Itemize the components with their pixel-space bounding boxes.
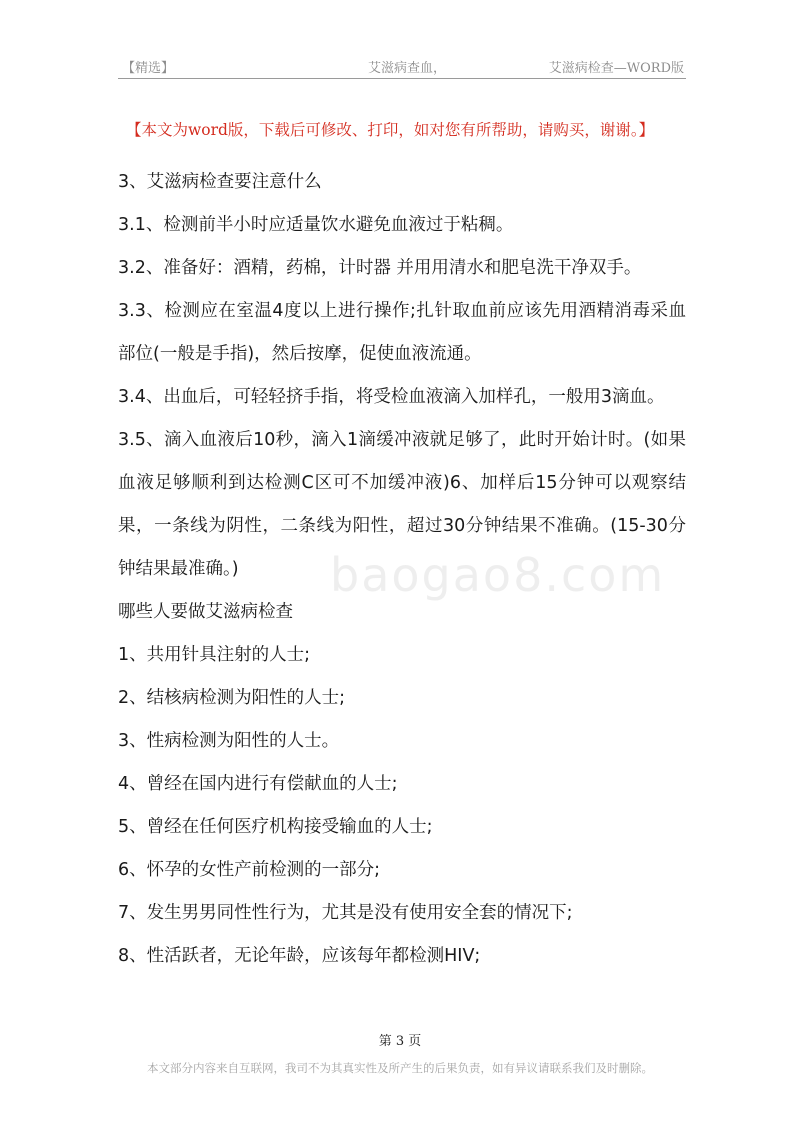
- page-header: [118, 56, 686, 79]
- list-item: 6、怀孕的女性产前检测的一部分;: [118, 860, 381, 880]
- body-paragraph: 3.5、滴入血液后10秒，滴入1滴缓冲液就足够了，此时开始计时。(如果血液足够顺利到达检测C区可不加缓冲液)6、加样后15分钟可以观察结果，一条线为阴性，二条线为阳性，超过30分钟结果不准确。(15-30分钟结果最准确。): [118, 430, 686, 579]
- document-body: [118, 168, 686, 985]
- watermark: baogao8.com: [330, 548, 666, 602]
- list-item: 4、曾经在国内进行有偿献血的人士;: [118, 774, 398, 794]
- header-right-title: 艾滋病检查—WORD版: [548, 61, 684, 76]
- header-left-label: 【精选】: [122, 61, 175, 76]
- list-item: 1、共用针具注射的人士;: [118, 645, 311, 665]
- body-paragraph: 3.2、准备好：酒精，药棉，计时器 并用用清水和肥皂洗干净双手。: [118, 258, 642, 278]
- list-item: 3、性病检测为阳性的人士。: [118, 731, 340, 751]
- body-paragraph: 3.3、检测应在室温4度以上进行操作;扎针取血前应该先用酒精消毒采血部位(一般是手指)，然后按摩，促使血液流通。: [118, 301, 686, 364]
- section-heading: 3、艾滋病检查要注意什么: [118, 172, 322, 192]
- list-item: 8、性活跃者，无论年龄，应该每年都检测HIV;: [118, 946, 481, 966]
- body-paragraph: 3.1、检测前半小时应适量饮水避免血液过于粘稠。: [118, 215, 514, 235]
- page-number: 第 3 页: [378, 1034, 422, 1049]
- header-center-title: 艾滋病查血，: [368, 61, 447, 76]
- list-item: 2、结核病检测为阳性的人士;: [118, 688, 346, 708]
- section-heading: 哪些人要做艾滋病检查: [118, 602, 293, 622]
- footer-disclaimer: 本文部分内容来自互联网，我司不为其真实性及所产生的后果负责，如有异议请联系我们及时删除。: [147, 1061, 653, 1075]
- purchase-notice: 【本文为word版，下载后可修改、打印，如对您有所帮助，请购买，谢谢。】: [126, 121, 655, 139]
- body-paragraph: 3.4、出血后，可轻轻挤手指，将受检血液滴入加样孔，一般用3滴血。: [118, 387, 665, 407]
- list-item: 5、曾经在任何医疗机构接受输血的人士;: [118, 817, 433, 837]
- list-item: 7、发生男男同性性行为，尤其是没有使用安全套的情况下;: [118, 903, 573, 923]
